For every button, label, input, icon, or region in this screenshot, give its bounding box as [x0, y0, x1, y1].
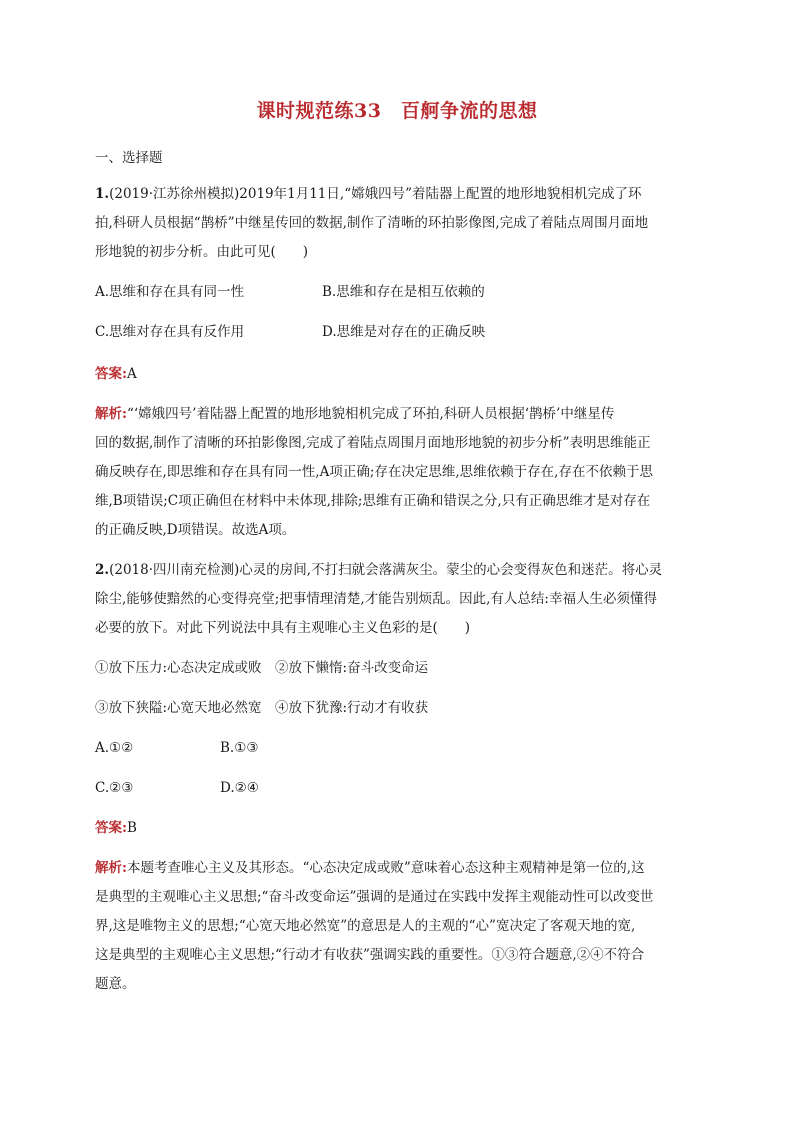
question-1-text-1: (2019·江苏徐州模拟)2019年1月11日,“嫦娥四号”着陆器上配置的地形地貌相机完成了环 — [109, 186, 642, 202]
question-1-line-2: 拍,科研人员根据“鹊桥”中继星传回的数据,制作了清晰的环拍影像图,完成了着陆点周围月面地 — [95, 215, 649, 231]
question-2-analysis-line-3: 界,这是唯物主义的思想;“心宽天地必然宽”的意思是人的主观的“心”宽决定了客观天地的宽, — [95, 918, 636, 934]
question-2-line-2: 除尘,能够使黯然的心变得亮堂;把事情理清楚,才能告别烦乱。因此,有人总结:幸福人生必须懂得 — [95, 591, 657, 607]
question-1-option-c: C.思维对存在具有反作用 — [95, 324, 245, 340]
question-2-number: 2. — [95, 562, 110, 578]
answer-value: A — [126, 366, 137, 382]
analysis-text-1: 本题考查唯心主义及其形态。“心态决定成或败”意味着心态这种主观精神是第一位的,这 — [126, 860, 645, 876]
question-2-analysis-line-4: 这是典型的主观唯心主义思想;“行动才有收获”强调实践的重要性。①③符合题意,②④不符合 — [95, 947, 645, 963]
question-2-line-1 — [95, 561, 715, 579]
question-2-option-b: B.①③ — [220, 740, 259, 756]
question-2-analysis-line-5: 题意。 — [95, 976, 136, 992]
section-heading: 一、选择题 — [95, 150, 163, 166]
page-title: 课时规范练33 百舸争流的思想 — [256, 100, 538, 122]
question-2-analysis-line-1 — [95, 859, 715, 877]
answer-value: B — [126, 820, 137, 836]
analysis-text-1: “‘嫦娥四号’着陆器上配置的地形地貌相机完成了环拍,科研人员根据‘鹊桥’中继星传 — [126, 406, 615, 422]
question-1-line-3: 形地貌的初步分析。由此可见( ) — [95, 244, 309, 260]
question-2-analysis-line-2: 是典型的主观唯心主义思想;“奋斗改变命运”强调的是通过在实践中发挥主观能动性可以改变世 — [95, 889, 654, 905]
question-2-option-d: D.②④ — [220, 780, 259, 796]
question-1-number: 1. — [95, 186, 110, 202]
question-1-analysis-line-3: 确反映存在,即思维和存在具有同一性,A项正确;存在决定思维,思维依赖于存在,存在不依赖于思 — [95, 464, 653, 480]
question-1-analysis-line-2: 回的数据,制作了清晰的环拍影像图,完成了着陆点周围月面地形地貌的初步分析”表明思维能正 — [95, 435, 651, 451]
answer-label: 答案: — [95, 366, 127, 382]
analysis-label: 解析: — [95, 406, 127, 422]
question-2-text-1: (2018·四川南充检测)心灵的房间,不打扫就会落满灰尘。蒙尘的心会变得灰色和迷茫。将心灵 — [109, 562, 663, 578]
question-2-answer — [95, 819, 715, 837]
question-1-analysis-line-5: 的正确反映,D项错误。故选A项。 — [95, 522, 296, 538]
question-2-statement-1: ①放下压力:心态决定成或败 ②放下懒惰:奋斗改变命运 — [95, 660, 429, 676]
question-2-option-a: A.①② — [95, 740, 134, 756]
question-1-option-d: D.思维是对存在的正确反映 — [322, 324, 486, 340]
question-1-answer — [95, 365, 715, 383]
question-1-analysis-line-4: 维,B项错误;C项正确但在材料中未体现,排除;思维有正确和错误之分,只有正确思维才是对存在 — [95, 493, 651, 509]
question-1-analysis-line-1 — [95, 405, 715, 423]
question-1-option-a: A.思维和存在具有同一性 — [95, 284, 245, 300]
question-2-statement-2: ③放下狭隘:心宽天地必然宽 ④放下犹豫:行动才有收获 — [95, 700, 429, 716]
question-2-line-3: 必要的放下。对此下列说法中具有主观唯心主义色彩的是( ) — [95, 620, 471, 636]
answer-label: 答案: — [95, 820, 127, 836]
analysis-label: 解析: — [95, 860, 127, 876]
question-1-option-b: B.思维和存在是相互依赖的 — [322, 284, 485, 300]
question-1-line-1 — [95, 185, 715, 203]
question-2-option-c: C.②③ — [95, 780, 134, 796]
